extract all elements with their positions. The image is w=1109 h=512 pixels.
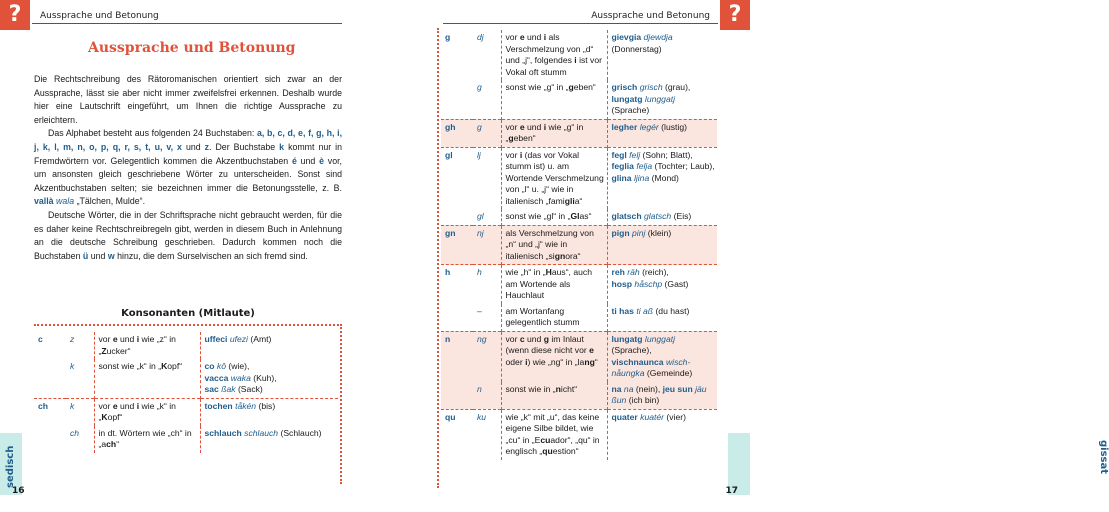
table-row <box>441 119 717 147</box>
page-number: 17 <box>725 486 738 496</box>
question-mark-badge: ? <box>720 0 750 30</box>
dotted-rule-vertical <box>437 28 439 488</box>
question-mark-badge: ? <box>0 0 30 30</box>
example-cell: glatsch glatsch (Eis) <box>607 209 717 225</box>
side-label: gissat <box>1098 440 1109 475</box>
description-cell: sonst wie in „nicht“ <box>501 382 607 410</box>
description-cell: vor e und i wie „k“ in „Kopf“ <box>94 398 200 426</box>
paragraph: Deutsche Wörter, die in der Schriftsprache nicht gebraucht werden, für die es daher keine Rechtschreibregeln gibt, werden in diesem Buch in Anlehnung an die deutsche Schreibung geschrieben. Dadurch kommen noch die Buchstaben ü und w hinzu, die dem Surselvischen an sich fremd sind. <box>34 209 342 261</box>
description-cell: in dt. Wörtern wie „ch“ in „ach“ <box>94 426 200 453</box>
table-row <box>441 409 717 460</box>
consonants-table <box>34 332 338 453</box>
example-cell: co kô (wie), vacca waka (Kuh), sac ßak (Sack) <box>200 359 338 398</box>
letter-cell: ch <box>34 398 66 426</box>
left-page <box>0 0 375 512</box>
running-head: Aussprache und Betonung <box>40 11 159 21</box>
example-cell: ti has ti aß (du hast) <box>607 304 717 332</box>
letter-cell <box>441 304 473 332</box>
example-cell: pign pinj (klein) <box>607 225 717 265</box>
table-row <box>441 304 717 332</box>
letter-cell <box>441 382 473 410</box>
description-cell: wie „k“ mit „u“, das keine eigene Silbe bildet, wie „cu“ in „Ecuador“, „qu“ in englisch „question“ <box>501 409 607 460</box>
dotted-rule <box>34 324 342 326</box>
example-cell: na na (nein), jeu sun jäu ßun (ich bin) <box>607 382 717 410</box>
description-cell: vor e und i wie „g“ in „geben“ <box>501 119 607 147</box>
ipa-cell: ku <box>473 409 501 460</box>
ipa-cell: z <box>70 334 75 344</box>
letter-cell: qu <box>441 409 473 460</box>
example-cell: gievgia djewdja (Donnerstag) <box>607 30 717 80</box>
example-cell: grisch grisch (grau), lungatg lunggatj (Sprache) <box>607 80 717 119</box>
ipa-cell: nj <box>473 225 501 265</box>
example-cell: quater kuatér (vier) <box>607 409 717 460</box>
dotted-rule-vertical <box>340 324 342 484</box>
paragraph: Die Rechtschreibung des Rätoromanischen orientiert sich zwar an der Aussprache, lässt sie aber nicht immer zweifelsfrei erkennen. Deshalb wurde hier eine Lautschrift eingeführt, um Ihnen die richtige Aussprache zu erleichtern. <box>34 74 342 125</box>
description-cell: sonst wie „g“ in „geben“ <box>501 80 607 119</box>
right-page <box>375 0 1109 512</box>
description-cell: vor e und i wie „z“ in „Zucker“ <box>94 332 200 359</box>
example-cell: reh räh (reich), hosp håschp (Gast) <box>607 265 717 304</box>
letter-cell: gn <box>441 225 473 265</box>
table-row <box>441 382 717 410</box>
table-row <box>34 426 338 453</box>
header-rule <box>32 23 342 24</box>
header-rule <box>443 23 718 24</box>
table-row <box>441 80 717 119</box>
ipa-cell: k <box>70 361 75 371</box>
letter-cell: gh <box>441 119 473 147</box>
example-cell: uffeci ufezi (Amt) <box>200 332 338 359</box>
description-cell: vor c und g im Inlaut (wenn diese nicht vor e oder i) wie „ng“ in „lang“ <box>501 331 607 382</box>
table-row <box>441 265 717 304</box>
description-cell: am Wortanfang gelegentlich stumm <box>501 304 607 332</box>
table-row <box>34 398 338 426</box>
ipa-cell: lj <box>473 147 501 209</box>
description-cell: vor e und i als Verschmelzung von „d“ und „j“, folgendes i ist vor Vokal oft stumm <box>501 30 607 80</box>
table-row <box>441 147 717 209</box>
letter-cell: n <box>441 331 473 382</box>
ipa-cell: dj <box>477 32 484 42</box>
letter-cell <box>34 426 66 453</box>
ipa-cell: n <box>473 382 501 410</box>
description-cell: als Verschmelzung von „n“ und „j“ wie in italienisch „signora“ <box>501 225 607 265</box>
ipa-cell: k <box>66 398 94 426</box>
ipa-cell: h <box>473 265 501 304</box>
example-cell: fegl felj (Sohn; Blatt), feglia felja (Tochter; Laub), glina ljina (Mond) <box>607 147 717 209</box>
description-cell: sonst wie „k“ in „Kopf“ <box>94 359 200 398</box>
ipa-cell: g <box>473 119 501 147</box>
table-row <box>441 209 717 225</box>
ipa-cell: ng <box>473 331 501 382</box>
ipa-cell: g <box>477 82 482 92</box>
ipa-cell: gl <box>477 211 484 221</box>
letter-cell: g <box>445 32 451 42</box>
paragraph: Das Alphabet besteht aus folgenden 24 Buchstaben: a, b, c, d, e, f, g, h, i, j, k, l, m, n, o, p, q, r, s, t, u, v, x und z. Der Buchstabe k kommt nur in Fremdwörtern vor. Gelegentlich kommen die Akzentbuchstaben é und è vor, um ansonsten gleich geschriebene Wörter zu unterscheiden. Sonst sind Akzentbuchstaben selten; sie bezeichnen immer die Betonungsstelle, z. B. vallà wala „Tälchen, Mulde“. <box>34 128 343 207</box>
ipa-cell: ch <box>70 427 80 438</box>
example-cell: legher legér (lustig) <box>607 119 717 147</box>
description-cell: wie „h“ in „Haus“, auch am Wortende als Hauchlaut <box>501 265 607 304</box>
running-head: Aussprache und Betonung <box>591 11 710 21</box>
table-row <box>34 332 338 359</box>
letter-cell <box>441 80 473 119</box>
ipa-cell: – <box>477 305 482 316</box>
table-row <box>441 225 717 265</box>
letter-cell: gl <box>441 147 473 209</box>
consonants-table-continued <box>441 30 717 460</box>
side-label: sedisch <box>5 445 16 488</box>
description-cell: sonst wie „gl“ in „Glas“ <box>501 209 607 225</box>
page-number: 16 <box>12 486 25 496</box>
table-row <box>441 30 717 80</box>
table-row <box>441 331 717 382</box>
description-cell: vor i (das vor Vokal stumm ist) u. am Wortende Verschmelzung von „l“ u. „j“ wie in italienisch „famiglia“ <box>501 147 607 209</box>
example-cell: lungatg lunggatj (Sprache), vischnaunca wisch-nåungka (Gemeinde) <box>607 331 717 382</box>
body-text <box>34 73 342 263</box>
table-heading: Konsonanten (Mitlaute) <box>121 308 255 319</box>
letter-cell: c <box>38 334 43 344</box>
table-row <box>34 359 338 398</box>
example-cell: schlauch schlauch (Schlauch) <box>200 426 338 453</box>
page-title: Aussprache und Betonung <box>88 40 296 56</box>
letter-cell <box>34 359 66 398</box>
example-cell: tochen tåkén (bis) <box>200 398 338 426</box>
letter-cell: h <box>441 265 473 304</box>
letter-cell <box>441 209 473 225</box>
